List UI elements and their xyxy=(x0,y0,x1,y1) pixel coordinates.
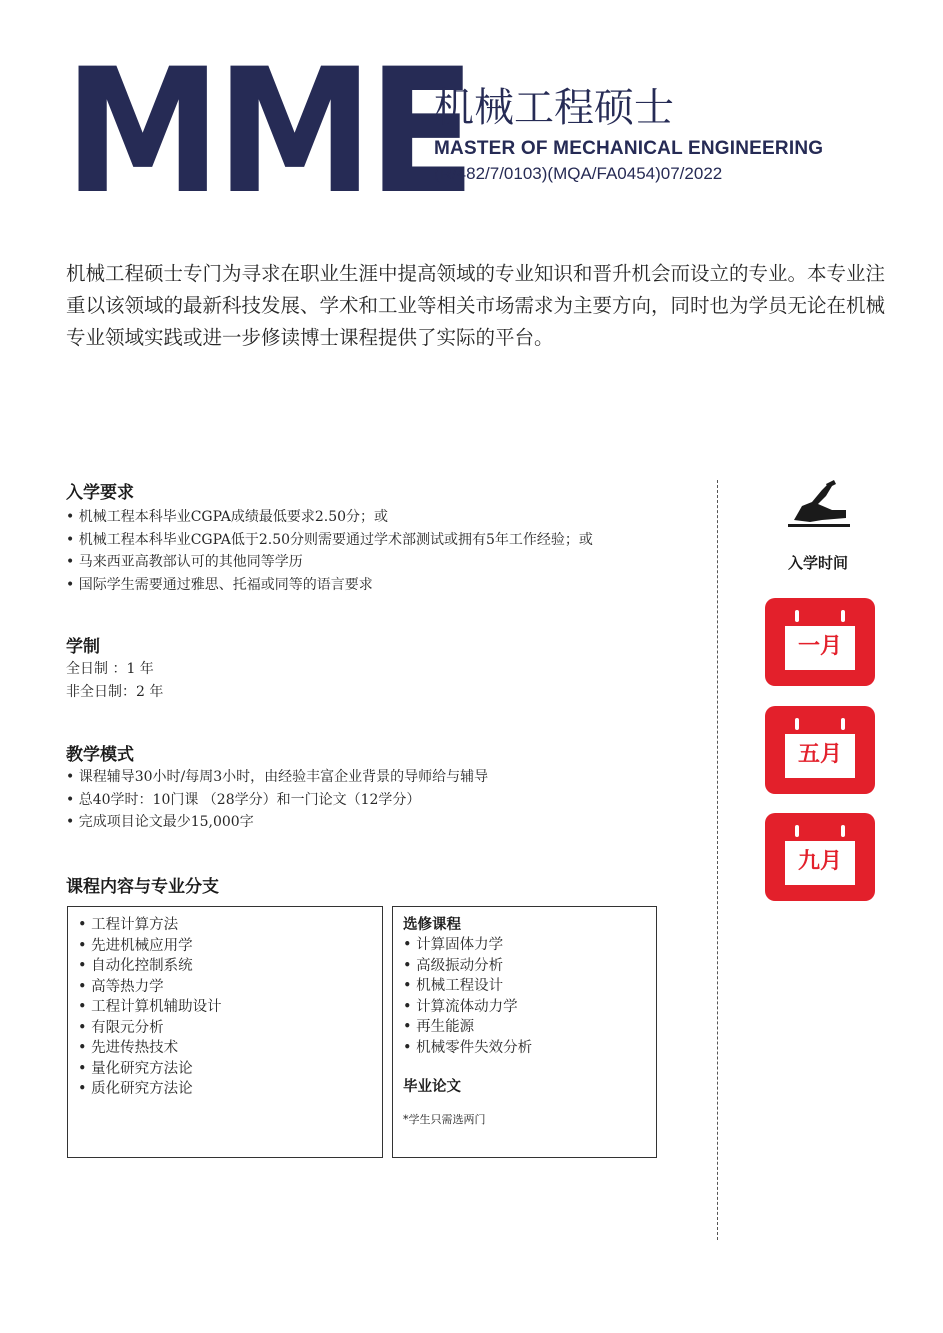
intake-month-may xyxy=(765,706,875,794)
intake-label: 入学时间 xyxy=(787,554,848,572)
entry-requirements-section xyxy=(66,482,706,596)
duration-full-time: 全日制 ：1 年 xyxy=(66,661,154,677)
program-logo: MME xyxy=(64,31,471,232)
list-item: • 马来西亚高教部认可的其他同等学历 xyxy=(66,551,706,574)
list-item: • 机械工程本科毕业CGPA成绩最低要求2.50分；或 xyxy=(66,506,706,529)
teaching-mode-section xyxy=(66,744,706,834)
teaching-mode-list xyxy=(66,766,706,834)
duration-part-time: 非全日制：2 年 xyxy=(66,683,164,700)
list-item: • 机械工程本科毕业CGPA低于2.50分则需要通过学术部测试或拥有5年工作经验；或 xyxy=(66,529,706,552)
elective-item: • 机械零件失效分析 xyxy=(403,1038,656,1059)
course-item: • 高等热力学 xyxy=(78,977,382,998)
duration-section xyxy=(66,636,466,703)
writing-hand-icon xyxy=(788,480,850,530)
intro-paragraph: 机械工程硕士专门为寻求在职业生涯中提高领域的专业知识和晋升机会而设立的专业。本专业注重以该领域的最新科技发展、学术和工业等相关市场需求为主要方向，同时也为学员无论在机械专业领域实践或进一步修读博士课程提供了实际的平台。 xyxy=(66,262,886,349)
elective-note: *学生只需选两门 xyxy=(403,1113,486,1126)
course-item: • 工程计算方法 xyxy=(78,915,382,936)
list-item: • 课程辅导30小时/每周3小时，由经验丰富企业背景的导师给与辅导 xyxy=(66,766,706,789)
core-courses-box xyxy=(67,906,383,1158)
dashed-divider xyxy=(717,480,718,1240)
course-item: • 有限元分析 xyxy=(78,1018,382,1039)
list-item: • 国际学生需要通过雅思、托福或同等的语言要求 xyxy=(66,574,706,597)
elective-item: • 再生能源 xyxy=(403,1017,656,1038)
course-item: • 质化研究方法论 xyxy=(78,1079,382,1100)
intake-month-september xyxy=(765,813,875,901)
duration-heading: 学制 xyxy=(66,637,100,657)
elective-heading: 选修课程 xyxy=(403,917,461,933)
elective-courses-box xyxy=(392,906,657,1158)
entry-requirements-list xyxy=(66,506,706,596)
program-title-en: MASTER OF MECHANICAL ENGINEERING xyxy=(434,138,824,159)
course-item: • 自动化控制系统 xyxy=(78,956,382,977)
course-item: • 先进传热技术 xyxy=(78,1038,382,1059)
elective-item: • 计算固体力学 xyxy=(403,935,656,956)
program-title-cn: 机械工程硕士 xyxy=(434,85,674,131)
course-item: • 工程计算机辅助设计 xyxy=(78,997,382,1018)
course-item: • 量化研究方法论 xyxy=(78,1059,382,1080)
intake-month-label: 一月 xyxy=(797,634,842,659)
entry-requirements-heading: 入学要求 xyxy=(66,483,134,503)
list-item: • 完成项目论文最少15,000字 xyxy=(66,811,706,834)
intake-month-label: 九月 xyxy=(797,849,842,874)
intake-month-january xyxy=(765,598,875,686)
list-item: • 总40学时：10门课 （28学分）和一门论文（12学分） xyxy=(66,789,706,812)
elective-item: • 机械工程设计 xyxy=(403,976,656,997)
course-item: • 先进机械应用学 xyxy=(78,936,382,957)
intake-month-label: 五月 xyxy=(797,742,842,767)
elective-item: • 高级振动分析 xyxy=(403,956,656,977)
courses-heading: 课程内容与专业分支 xyxy=(66,877,219,897)
thesis-heading: 毕业论文 xyxy=(403,1079,461,1095)
elective-item: • 计算流体动力学 xyxy=(403,997,656,1018)
accreditation-code: (R/482/7/0103)(MQA/FA0454)07/2022 xyxy=(434,164,723,183)
teaching-mode-heading: 教学模式 xyxy=(66,745,134,765)
